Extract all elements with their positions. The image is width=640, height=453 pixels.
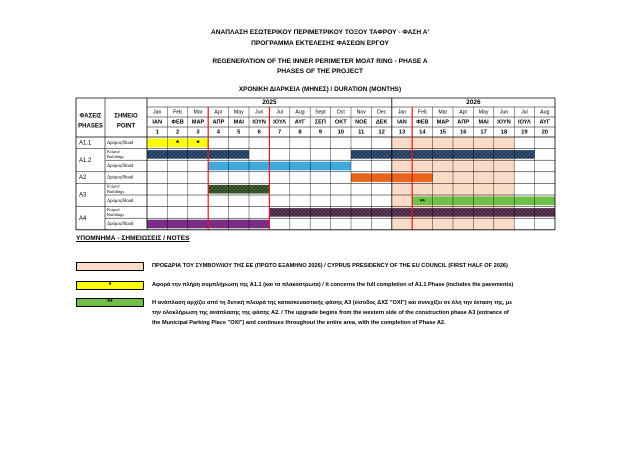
month-english-label: Aug: [295, 109, 305, 116]
month-greek-label: ΟΚΤ: [334, 119, 347, 126]
month-number-label: 8: [298, 129, 302, 136]
month-number-label: 13: [398, 129, 406, 136]
bar-marker-double-star: **: [419, 198, 425, 206]
phase-label: A1.2: [79, 157, 92, 164]
bar-marker-star: *: [196, 138, 200, 148]
year-label-2026: 2026: [466, 99, 481, 107]
phase-label: A4: [79, 215, 87, 222]
point-label-buildings: Buildings: [107, 212, 125, 218]
month-greek-label: ΝΟΕ: [355, 119, 368, 126]
phase-label: A1.1: [79, 140, 92, 147]
duration-heading: ΧΡΟΝΙΚΗ ΔΙΑΡΚΕΙΑ (ΜΗΝΕΣ) / DURATION (MONTHS): [238, 86, 402, 93]
month-greek-label: ΜΑΡ: [436, 119, 450, 126]
month-english-label: Jan: [153, 109, 162, 116]
point-label-buildings: Κτίρια/: [107, 148, 121, 154]
month-number-label: 19: [521, 129, 528, 136]
point-label-buildings: Buildings: [107, 154, 125, 160]
month-number-label: 18: [500, 129, 508, 136]
month-number-label: 16: [459, 129, 467, 136]
point-header-greek: ΣΗΜΕΙΟ: [114, 113, 138, 120]
phase-label: A2: [79, 175, 87, 182]
point-label-road: Δρόμος/Road: [107, 140, 134, 146]
month-number-label: 20: [541, 129, 549, 136]
month-greek-label: ΣΕΠ: [314, 119, 326, 126]
presidency-swatch: [76, 262, 144, 271]
bar-marker-star: *: [176, 138, 180, 148]
month-english-label: Feb: [173, 109, 183, 116]
month-greek-label: ΙΟΥΛ: [273, 119, 286, 126]
point-label-road: Δρόμος/Road: [107, 222, 134, 228]
month-english-label: Jun: [255, 109, 264, 116]
month-number-label: 12: [378, 129, 385, 136]
month-english-label: Oct: [336, 109, 345, 116]
month-greek-label: ΙΑΝ: [397, 119, 407, 126]
title-english-line2: PHASES OF THE PROJECT: [276, 68, 364, 75]
gantt-bar: [208, 162, 351, 171]
month-number-label: 1: [155, 129, 159, 136]
month-english-label: Jul: [521, 109, 528, 116]
month-number-label: 9: [318, 129, 323, 136]
gantt-bar: [412, 197, 555, 206]
point-label-buildings: Buildings: [107, 188, 125, 194]
month-greek-label: ΑΠΡ: [212, 119, 225, 126]
month-english-label: Mar: [438, 109, 448, 116]
presidency-note: ΠΡΟΕΔΡΙΑ ΤΟΥ ΣΥΜΒΟΥΛΙΟΥ ΤΗΣ ΕΕ (ΠΡΩΤΟ ΕΞΑΜΗΝΟ 2026) / CYPRUS PRESIDENCY OF THE EU COUNCIL (FIRST HALF OF 2026): [152, 263, 508, 269]
double-star-swatch: [76, 298, 144, 307]
month-english-label: Apr: [214, 109, 223, 116]
month-greek-label: ΙΟΥΛ: [518, 119, 531, 126]
double-star-note-line3: the Municipal Parking Place "OXI") and continues throughout the entire area, with the completion of Phase A2.: [152, 320, 446, 326]
point-header-english: POINT: [116, 123, 136, 130]
month-number-label: 7: [277, 129, 282, 136]
month-number-label: 10: [337, 129, 345, 136]
month-greek-label: ΙΟΥΝ: [252, 119, 266, 126]
month-number-label: 6: [257, 129, 261, 136]
point-label-road: Δρόμος/Road: [107, 175, 134, 181]
month-number-label: 15: [439, 129, 447, 136]
month-english-label: Dec: [376, 109, 387, 116]
month-english-label: May: [233, 109, 244, 116]
title-english-line1: REGENERATION OF THE INNER PERIMETER MOAT RING - PHASE A: [212, 58, 428, 65]
month-number-label: 17: [480, 129, 487, 136]
month-greek-label: ΦΕΒ: [171, 119, 184, 126]
month-greek-label: ΦΕΒ: [416, 119, 429, 126]
month-greek-label: ΑΥΓ: [294, 119, 306, 126]
month-english-label: Nov: [356, 109, 366, 116]
month-greek-label: ΑΥΓ: [539, 119, 551, 126]
double-star-note-line2: την ολοκλήρωση της ανάπλασης της φάσης Α2. / The upgrade begins from the western side of the construction phase A3 (entrance of: [152, 310, 509, 316]
point-label-buildings: Κτίρια/: [107, 183, 121, 189]
gantt-bar-hatch: [351, 150, 535, 159]
month-greek-label: ΔΕΚ: [375, 119, 388, 126]
month-number-label: 14: [419, 129, 426, 136]
month-english-label: Jul: [276, 109, 283, 116]
month-english-label: Jun: [499, 109, 509, 116]
point-label-road: Δρόμος/Road: [107, 198, 134, 204]
month-english-label: Mar: [193, 109, 203, 116]
phase-header-greek: ΦΑΣΕΙΣ: [79, 113, 102, 120]
month-number-label: 3: [196, 129, 200, 136]
month-greek-label: ΜΑΡ: [191, 119, 205, 126]
year-label-2025: 2025: [262, 99, 277, 107]
star-note: Αφορά την πλήρη συμπλήρωση της Α1.1 (και τα πλακοστρωτα) / It concerns the full completion of A1.1 Phase (includes the pavements): [152, 282, 514, 288]
phase-header-english: PHASES: [78, 123, 103, 130]
notes-title: ΥΠΟΜΝΗΜΑ - ΣΗΜΕΙΩΣΕΙΣ / NOTES: [76, 234, 190, 242]
title-greek-line2: ΠΡΟΓΡΑΜΜΑ ΕΚΤΕΛΕΣΗΣ ΦΑΣΕΩΝ ΕΡΓΟΥ: [251, 40, 389, 47]
month-number-label: 4: [216, 129, 221, 136]
month-english-label: May: [478, 109, 489, 116]
gantt-bar-hatch: [208, 185, 269, 194]
star-marker: *: [108, 282, 112, 289]
month-greek-label: ΙΑΝ: [152, 119, 163, 126]
phase-label: A3: [79, 192, 87, 199]
month-greek-label: ΑΠΡ: [457, 119, 470, 126]
month-greek-label: ΜΑΙ: [478, 119, 489, 126]
month-english-label: Aug: [540, 109, 550, 116]
star-swatch: [76, 281, 144, 290]
gantt-bar-hatch: [147, 150, 249, 159]
month-english-label: Sept: [315, 109, 326, 116]
month-english-label: Apr: [459, 109, 468, 116]
month-greek-label: ΜΑΙ: [233, 119, 244, 126]
month-number-label: 11: [358, 129, 365, 136]
point-label-road: Δρόμος/Road: [107, 164, 134, 170]
title-greek-line1: ΑΝΑΠΛΑΣΗ ΕΣΩΤΕΡΙΚΟΥ ΠΕΡΙΜΕΤΡΙΚΟΥ ΤΟΞΟΥ ΤΑΦΡΟΥ - ΦΑΣΗ Α': [210, 29, 430, 36]
month-english-label: Feb: [417, 109, 427, 116]
month-english-label: Jan: [397, 109, 407, 116]
double-star-marker: **: [107, 299, 113, 306]
month-number-label: 2: [175, 129, 180, 136]
month-number-label: 5: [237, 129, 241, 136]
double-star-note-line1: Η ανάπλαση αρχίζει από τη δυτική πλευρά της κατασκευαστικής φάσης Α3 (είσοδος ΔΧΣ "ΟΧΙ") και συνεχίζει σε όλη την έκταση της, με: [152, 300, 512, 306]
month-greek-label: ΙΟΥΝ: [497, 119, 511, 126]
point-label-buildings: Κτίρια/: [107, 206, 121, 212]
